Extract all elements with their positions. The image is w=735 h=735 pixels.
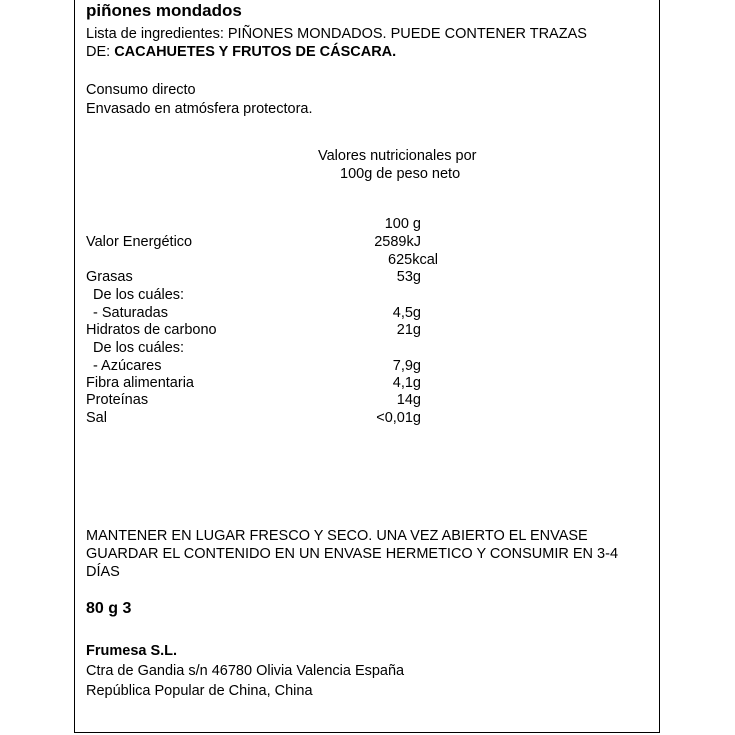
product-origin: República Popular de China, China <box>86 683 313 699</box>
nutrition-heading-line-2: 100g de peso neto <box>340 166 461 182</box>
nutrition-column-header: 100 g <box>384 216 421 232</box>
nutrition-value-energy-kj: 2589kJ <box>374 234 421 250</box>
nutrition-label-fat-of-which: De los cuáles: <box>93 287 185 303</box>
nutrition-label-sugars: - Azúcares <box>93 358 162 374</box>
net-quantity: 80 g 3 <box>86 600 132 617</box>
nutrition-value-protein: 14g <box>396 392 421 408</box>
ingredients-line-2 <box>86 43 396 61</box>
storage-line-1: MANTENER EN LUGAR FRESCO Y SECO. UNA VEZ ABIERTO EL ENVASE <box>86 528 588 544</box>
nutrition-value-carbs: 21g <box>396 322 421 338</box>
nutrition-label-saturated: - Saturadas <box>93 305 168 321</box>
company-address: Ctra de Gandia s/n 46780 Olivia Valencia España <box>86 663 405 679</box>
product-title: piñones mondados <box>86 1 242 20</box>
nutrition-label-salt: Sal <box>86 410 107 426</box>
storage-line-3: DÍAS <box>86 564 120 580</box>
nutrition-value-energy-kcal: 625kcal <box>388 252 438 268</box>
nutrition-value-saturated: 4,5g <box>392 305 421 321</box>
storage-line-2: GUARDAR EL CONTENIDO EN UN ENVASE HERMETICO Y CONSUMIR EN 3-4 <box>86 546 619 562</box>
usage-text: Consumo directo <box>86 82 196 98</box>
nutrition-value-fibre: 4,1g <box>392 375 421 391</box>
packaging-text: Envasado en atmósfera protectora. <box>86 101 313 117</box>
nutrition-heading-line-1: Valores nutricionales por <box>318 148 477 164</box>
nutrition-value-fat: 53g <box>396 269 421 285</box>
nutrition-label-fat: Grasas <box>86 269 133 285</box>
ingredients-prefix: DE: <box>86 44 115 60</box>
company-name: Frumesa S.L. <box>86 643 178 659</box>
allergens-text: CACAHUETES Y FRUTOS DE CÁSCARA. <box>114 44 397 60</box>
nutrition-value-sugars: 7,9g <box>392 358 421 374</box>
nutrition-label-protein: Proteínas <box>86 392 149 408</box>
nutrition-label-carbs-of-which: De los cuáles: <box>93 340 185 356</box>
nutrition-label-carbs: Hidratos de carbono <box>86 322 217 338</box>
ingredients-line-1: Lista de ingredientes: PIÑONES MONDADOS. PUEDE CONTENER TRAZAS <box>86 26 587 42</box>
nutrition-label-energy: Valor Energético <box>86 234 193 250</box>
nutrition-label-fibre: Fibra alimentaria <box>86 375 194 391</box>
nutrition-value-salt: <0,01g <box>376 410 421 426</box>
